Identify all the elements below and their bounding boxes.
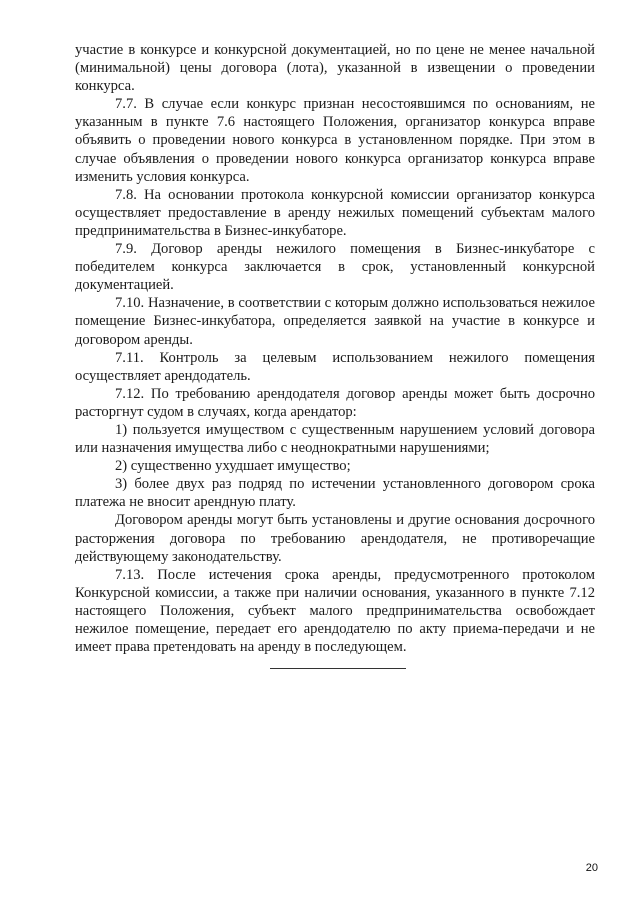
paragraph-continuation: участие в конкурсе и конкурсной документацией, но по цене не менее начальной (минимальной) цены договора (лота), указанной в извещении о проведении конкурса. [75, 42, 595, 95]
paragraph-7-7: 7.7. В случае если конкурс признан несостоявшимся по основаниям, не указанным в пункте 7.6 настоящего Положения, организатор конкурса вправе объявить о проведении нового конкурса в установленном порядке. При этом в случае объявления о проведении нового конкурса организатор конкурса вправе изменить условия конкурса. [75, 96, 595, 185]
paragraph-7-13: 7.13. После истечения срока аренды, предусмотренного протоколом Конкурсной комиссии, а также при наличии основания, указанного в пункте 7.12 настоящего Положения, субъект малого предпринимательства освобождает нежилое помещение, передает его арендодателю по акту приема-передачи и не имеет права претендовать на аренду в последующем. [75, 566, 595, 656]
paragraph-7-8: 7.8. На основании протокола конкурсной комиссии организатор конкурса осуществляет предоставление в аренду нежилых помещений субъектам малого предпринимательства в Бизнес-инкубаторе. [75, 186, 595, 239]
list-item-1: 1) пользуется имуществом с существенным нарушением условий договора или назначения имущества либо с неоднократными нарушениями; [75, 421, 595, 457]
document-body [75, 41, 595, 656]
paragraph-7-11: 7.11. Контроль за целевым использованием нежилого помещения осуществляет арендодатель. [75, 349, 595, 384]
paragraph-7-12: 7.12. По требованию арендодателя договор аренды может быть досрочно расторгнут судом в случаях, когда арендатор: [75, 385, 595, 420]
page-number: 20 [585, 862, 598, 874]
end-divider-line [270, 668, 406, 669]
paragraph-other-grounds: Договором аренды могут быть установлены и другие основания досрочного расторжения договора по требованию арендодателя, не противоречащие действующему законодательству. [75, 512, 595, 565]
list-item-3: 3) более двух раз подряд по истечении установленного договором срока платежа не вносит арендную плату. [75, 476, 595, 511]
paragraph-7-10: 7.10. Назначение, в соответствии с которым должно использоваться нежилое помещение Бизнес-инкубатора, определяется заявкой на участие в конкурсе и договором аренды. [75, 295, 595, 348]
paragraph-7-9: 7.9. Договор аренды нежилого помещения в Бизнес-инкубаторе с победителем конкурса заключается в срок, установленный конкурсной документацией. [75, 241, 595, 294]
list-item-2: 2) существенно ухудшает имущество; [115, 458, 351, 475]
